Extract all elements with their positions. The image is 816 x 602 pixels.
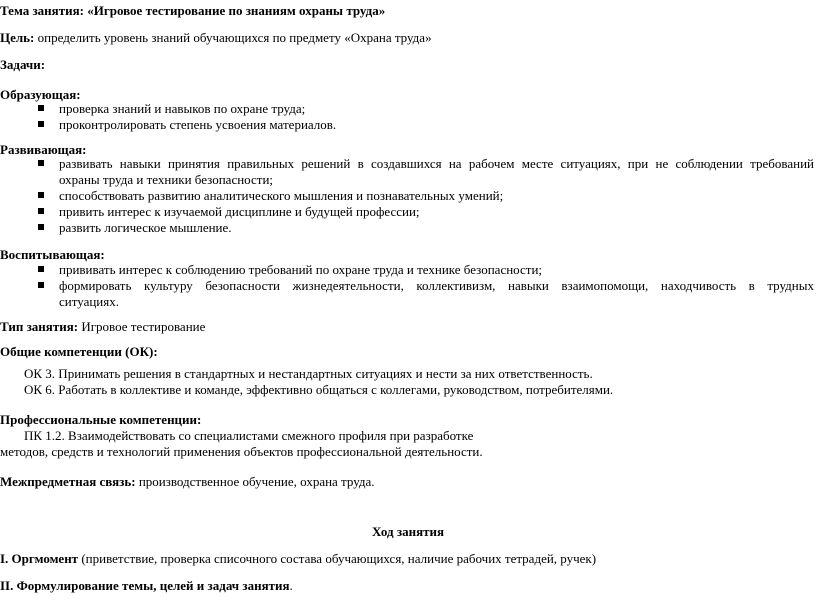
list-item: способствовать развитию аналитического мышления и познавательных умений; [40,188,814,204]
bullet-square-icon [38,105,44,111]
educational-heading: Образующая: [0,87,81,102]
topic-label: Тема занятия: [0,3,84,18]
lesson-type-value: Игровое тестирование [81,319,206,334]
professional-competency-line: методов, средств и технологий применения объектов профессиональной деятельности. [0,444,483,459]
list-item-continuation: ситуациях. [59,294,119,309]
goal-line [0,30,432,46]
bullet-square-icon [38,282,44,288]
lesson-type-label: Тип занятия: [0,319,79,334]
bullet-square-icon [38,266,44,272]
list-item: прививать интерес к соблюдению требований по охране труда и технике безопасности; [40,262,814,278]
stage-2-value: . [289,578,293,593]
topic-line [0,3,385,19]
competency-item: ОК 6. Работать в коллективе и команде, эффективно общаться с коллегами, руководством, потребителями. [24,382,614,397]
list-item: формировать культуру безопасности жизнедеятельности, коллективизм, навыки взаимопомощи, находчивость в трудных [40,278,814,294]
interdisciplinary-value: производственное обучение, охрана труда. [138,474,375,489]
stage-1-value: (приветствие, проверка списочного состава обучающихся, наличие рабочих тетрадей, ручек) [81,551,597,566]
upbringing-heading: Воспитывающая: [0,247,105,262]
competency-item: ОК 3. Принимать решения в стандартных и нестандартных ситуациях и нести за них ответственность. [24,366,593,381]
goal-label: Цель: [0,30,35,45]
professional-competencies-heading: Профессиональные компетенции: [0,412,202,427]
interdisciplinary-label: Межпредметная связь: [0,474,136,489]
lesson-type-line [0,319,205,335]
tasks-heading: Задачи: [0,57,46,72]
goal-value: определить уровень знаний обучающихся по предмету «Охрана труда» [37,30,432,45]
list-item: привить интерес к изучаемой дисциплине и будущей профессии; [40,204,814,220]
stage-2-label: II. Формулирование темы, целей и задач занятия [0,578,290,593]
list-item: проконтролировать степень усвоения материалов. [40,117,814,133]
list-item-continuation: охраны труда и техники безопасности; [59,172,274,187]
bullet-square-icon [38,208,44,214]
bullet-square-icon [38,224,44,230]
list-item: проверка знаний и навыков по охране труда; [40,101,814,117]
interdisciplinary-line [0,474,375,490]
professional-competency-line: ПК 1.2. Взаимодействовать со специалистами смежного профиля при разработке [24,428,474,443]
developing-heading: Развивающая: [0,142,87,157]
stage-1-line [0,551,596,567]
general-competencies-heading: Общие компетенции (ОК): [0,344,158,359]
lesson-flow-heading: Ход занятия [371,524,445,539]
list-item: развить логическое мышление. [40,220,814,236]
bullet-square-icon [38,160,44,166]
bullet-square-icon [38,121,44,127]
stage-1-label: I. Оргмомент [0,551,79,566]
topic-value: «Игровое тестирование по знаниям охраны труда» [87,3,386,18]
bullet-square-icon [38,192,44,198]
stage-2-line [0,578,293,594]
list-item: развивать навыки принятия правильных решений в создавшихся на рабочем месте ситуациях, при не соблюдении требований [40,156,814,172]
